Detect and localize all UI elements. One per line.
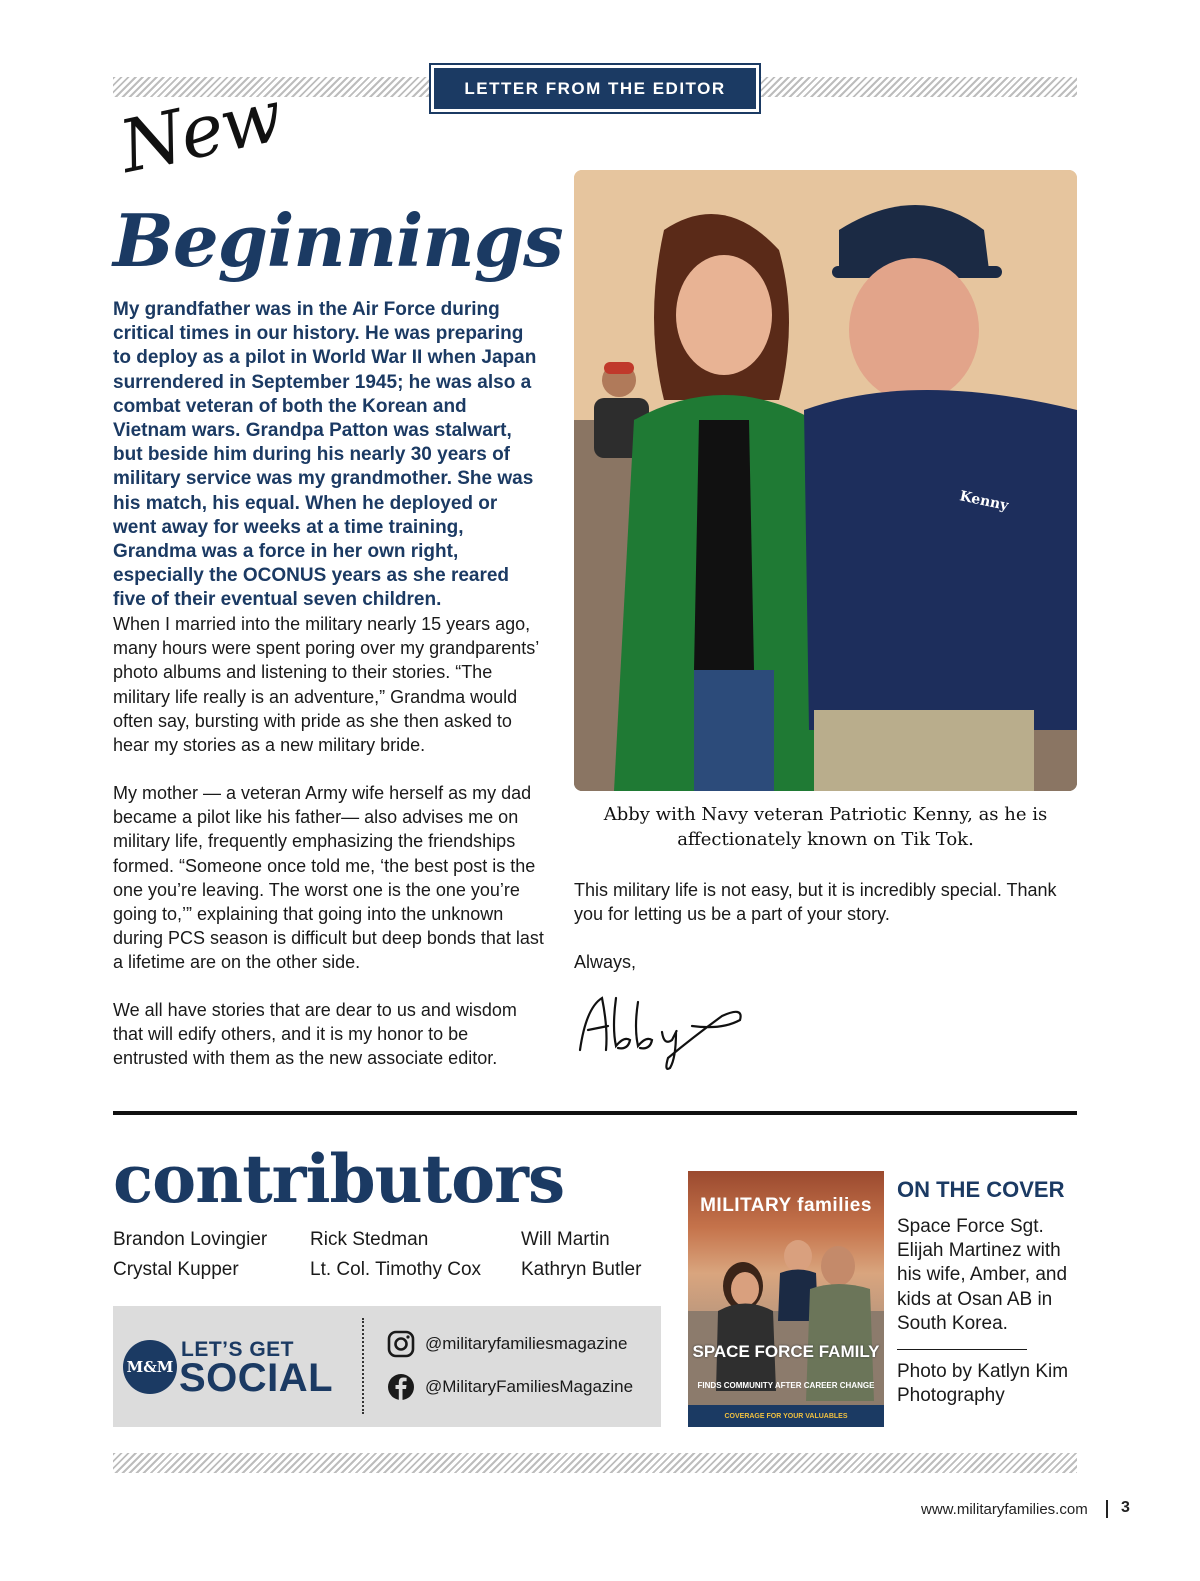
intro-paragraph: My grandfather was in the Air Force during critical times in our history. He was preparing to deploy as a pilot in World War II when Japan surrendered in September 1945; he was also a combat veteran of both the Korean and Vietnam wars. Grandpa Patton was stalwart, but beside him during his nearly 30 years of military service was my grandmother. She was his match, his equal. When he deployed or went away for weeks at a time training, Grandma was a force in her own right, especially the OCONUS years as she reared five of their eventual seven children. [113,299,537,611]
title-script: New [112,73,288,189]
footer-hatch [113,1453,1077,1473]
svg-text:Kenny: Kenny [958,488,1010,515]
dotted-divider [362,1318,364,1414]
signature [572,988,752,1072]
social-label: SOCIAL [179,1356,334,1400]
body-paragraph-1: When I married into the military nearly 15 years ago, many hours were spent poring over my grandparents’ photo albums and listening to their stories. “The military life really is an adventure,” Grandma would often say, bursting with pride as she then asked to hear my stories as a new military bride. [113,614,539,756]
on-the-cover-heading: ON THE COVER [897,1177,1065,1202]
photo-caption: Abby with Navy veteran Patriotic Kenny, as he is affectionately known on Tik Tok. [603,804,1048,850]
contributors-title: contributors [113,1140,565,1218]
footer-url[interactable]: www.militaryfamilies.com [921,1501,1088,1518]
contributor-name: Brandon Lovingier [113,1229,268,1250]
facebook-link[interactable] [387,1373,633,1401]
facebook-handle: @MilitaryFamiliesMagazine [425,1377,634,1396]
magazine-cover [688,1171,884,1427]
section-label: LETTER FROM THE EDITOR [431,65,759,112]
cover-subhead: FINDS COMMUNITY AFTER CAREER CHANGE [697,1381,875,1390]
contributor-name: Rick Stedman [310,1229,429,1250]
social-panel [113,1306,661,1427]
header-hatch-right [759,77,1077,97]
page-number: 3 [1121,1499,1130,1516]
page-title: Beginnings [113,198,563,283]
instagram-icon [387,1330,415,1358]
cover-masthead: MILITARY families [700,1195,872,1216]
closing-paragraph: This military life is not easy, but it is incredibly special. Thank you for letting us be a part of your story. [574,880,1057,925]
body-paragraph-3: We all have stories that are dear to us and wisdom that will edify others, and it is my honor to be entrusted with them as the new associate editor. [113,1000,517,1069]
cover-strip: COVERAGE FOR YOUR VALUABLES [688,1405,884,1427]
signoff: Always, [574,952,637,972]
footer-separator [1106,1500,1108,1518]
cover-headline: SPACE FORCE FAMILY [692,1342,880,1361]
photo-credit: Photo by Katlyn Kim Photography [897,1361,1069,1407]
mfm-logo: M&M [123,1340,177,1394]
signature-drawing [572,988,752,1072]
credit-rule [897,1349,1027,1350]
editor-photo [574,170,1077,791]
lets-get-label: LET’S GET [181,1338,295,1361]
instagram-link[interactable] [387,1330,627,1358]
contributor-name: Crystal Kupper [113,1259,239,1280]
on-the-cover-text: Space Force Sgt. Elijah Martinez with his wife, Amber, and kids at Osan AB in South Korea. [897,1216,1068,1334]
facebook-icon [387,1373,415,1401]
instagram-handle: @militaryfamiliesmagazine [425,1334,628,1353]
contributor-name: Kathryn Butler [521,1259,642,1280]
section-divider [113,1111,1077,1115]
contributor-name: Lt. Col. Timothy Cox [310,1259,482,1280]
body-paragraph-2: My mother — a veteran Army wife herself as my dad became a pilot like his father— also advises me on military life, frequently emphasizing the friendships formed. “Someone once told me, ‘the best post is the one you’re leaving. The worst one is the one you’re going to,’” explaining that going into the unknown during PCS season is difficult but deep bonds that last a lifetime are on the other side. [113,783,544,973]
photo-illustration [574,170,1077,791]
contributor-name: Will Martin [521,1229,610,1250]
